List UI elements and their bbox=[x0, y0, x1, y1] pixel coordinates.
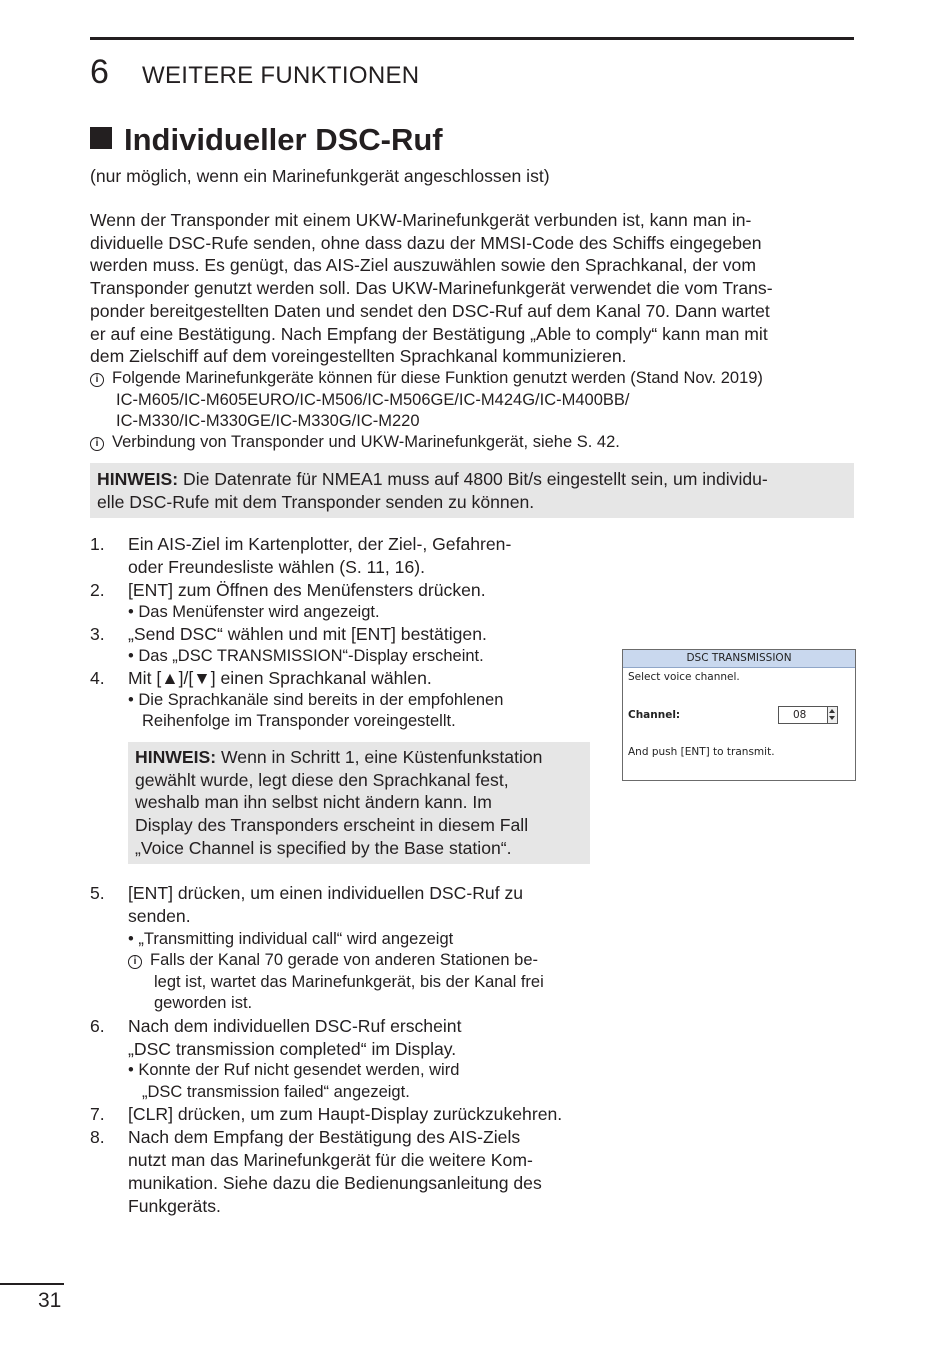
note-text: Display des Transponders erscheint in diesem Fall bbox=[135, 815, 529, 836]
info-line: IC-M330/IC-M330GE/IC-M330G/IC-M220 bbox=[116, 412, 420, 430]
intro-line: ponder bereitgestellten Daten und sendet den DSC-Ruf auf dem Kanal 70. Dann wartet bbox=[90, 300, 770, 321]
step-text: „DSC transmission completed“ im Display. bbox=[128, 1039, 457, 1059]
note-text: „Voice Channel is specified by the Base station“. bbox=[135, 837, 512, 858]
step-bullet: • Die Sprachkanäle sind bereits in der empfohlenen bbox=[128, 691, 504, 709]
intro-line: dem Zielschiff auf dem voreingestellten Sprachkanal kommunizieren. bbox=[90, 346, 627, 367]
square-bullet-icon bbox=[90, 127, 112, 149]
step-text: [CLR] drücken, um zum Haupt-Display zurückzukehren. bbox=[128, 1104, 563, 1124]
step-number: 8. bbox=[90, 1127, 105, 1147]
step-text: Nach dem Empfang der Bestätigung des AIS-Ziels bbox=[128, 1127, 521, 1147]
step-number: 3. bbox=[90, 624, 105, 644]
section-title-text: Individueller DSC-Ruf bbox=[124, 122, 443, 157]
step-text: [ENT] zum Öffnen des Menüfensters drücken. bbox=[128, 580, 486, 600]
step-text: Ein AIS-Ziel im Kartenplotter, der Ziel-, Gefahren- bbox=[128, 534, 512, 554]
intro-paragraph bbox=[90, 209, 860, 368]
info-line: IC-M605/IC-M605EURO/IC-M506/IC-M506GE/IC-M424G/IC-M400BB/ bbox=[116, 390, 630, 409]
spinner-arrows-icon[interactable] bbox=[827, 707, 837, 723]
step-text: senden. bbox=[128, 906, 191, 926]
step-text: nutzt man das Marinefunkgerät für die weitere Kom- bbox=[128, 1150, 533, 1170]
intro-line: dividuelle DSC-Rufe senden, ohne dass dazu der MMSI-Code des Schiffs eingegeben bbox=[90, 232, 762, 253]
step-number: 7. bbox=[90, 1104, 105, 1124]
dsc-transmission-screen bbox=[622, 649, 856, 781]
note-text: Wenn in Schritt 1, eine Küstenfunkstation bbox=[216, 747, 543, 767]
step-text: munikation. Siehe dazu die Bedienungsanleitung des bbox=[128, 1173, 542, 1193]
note-box-nmea bbox=[90, 463, 854, 518]
note-text: Die Datenrate für NMEA1 muss auf 4800 Bit/s eingestellt sein, um individu- bbox=[178, 469, 768, 489]
step-number: 6. bbox=[90, 1016, 105, 1036]
chapter-number: 6 bbox=[90, 53, 109, 91]
screen-prompt: Select voice channel. bbox=[628, 671, 740, 683]
step-info-text: legt ist, wartet das Marinefunkgerät, bis der Kanal frei bbox=[154, 973, 544, 991]
intro-line: er auf eine Bestätigung. Nach Empfang der Bestätigung „Able to comply“ kann man mit bbox=[90, 323, 768, 344]
step-text: Mit [▲]/[▼] einen Sprachkanal wählen. bbox=[128, 668, 432, 688]
step-bullet: • Das „DSC TRANSMISSION“-Display erscheint. bbox=[128, 647, 484, 665]
chapter-title: WEITERE FUNKTIONEN bbox=[142, 62, 420, 89]
info-line: Folgende Marinefunkgeräte können für diese Funktion genutzt werden (Stand Nov. 2019) bbox=[112, 369, 763, 387]
note-label: HINWEIS: bbox=[135, 747, 217, 767]
step-bullet: • Konnte der Ruf nicht gesendet werden, wird bbox=[128, 1061, 460, 1079]
step-text: oder Freundesliste wählen (S. 11, 16). bbox=[128, 557, 425, 577]
channel-label: Channel: bbox=[628, 709, 681, 721]
note-text: gewählt wurde, legt diese den Sprachkanal fest, bbox=[135, 769, 509, 790]
info-icon: i bbox=[90, 437, 104, 451]
intro-line: werden muss. Es genügt, das AIS-Ziel auszuwählen sowie den Sprachkanal, der vom bbox=[90, 255, 756, 276]
intro-line: Transponder genutzt werden soll. Das UKW-Marinefunkgerät verwendet die vom Trans- bbox=[90, 278, 773, 299]
footer-rule bbox=[0, 1283, 64, 1285]
note-label: HINWEIS: bbox=[97, 469, 179, 489]
step-text: [ENT] drücken, um einen individuellen DSC-Ruf zu bbox=[128, 883, 524, 903]
note-text: elle DSC-Rufe mit dem Transponder senden zu können. bbox=[97, 491, 535, 512]
screen-title: DSC TRANSMISSION bbox=[623, 650, 855, 668]
step-text: „Send DSC“ wählen und mit [ENT] bestätigen. bbox=[128, 624, 487, 644]
step-text: Funkgeräts. bbox=[128, 1196, 221, 1216]
step-bullet: Reihenfolge im Transponder voreingestellt. bbox=[142, 712, 456, 730]
section-title bbox=[90, 120, 443, 160]
header-rule bbox=[90, 37, 854, 40]
steps-list bbox=[90, 533, 610, 1233]
step-bullet: „DSC transmission failed“ angezeigt. bbox=[142, 1083, 410, 1101]
screen-footer: And push [ENT] to transmit. bbox=[628, 746, 775, 758]
step-bullet: • Das Menüfenster wird angezeigt. bbox=[128, 603, 380, 621]
step-info-text: Falls der Kanal 70 gerade von anderen Stationen be- bbox=[150, 951, 539, 969]
note-text: weshalb man ihn selbst nicht ändern kann. Im bbox=[135, 792, 492, 813]
channel-spinbox[interactable] bbox=[778, 706, 838, 724]
info-icon: i bbox=[90, 373, 104, 387]
note-box-base-station bbox=[128, 742, 590, 864]
info-connection bbox=[90, 432, 620, 454]
step-number: 4. bbox=[90, 668, 105, 688]
channel-value: 08 bbox=[793, 709, 807, 721]
step-text: Nach dem individuellen DSC-Ruf erscheint bbox=[128, 1016, 462, 1036]
step-info-text: geworden ist. bbox=[154, 994, 253, 1012]
page-number: 31 bbox=[38, 1289, 62, 1312]
intro-line: Wenn der Transponder mit einem UKW-Marinefunkgerät verbunden ist, kann man in- bbox=[90, 210, 752, 230]
section-subtitle: (nur möglich, wenn ein Marinefunkgerät angeschlossen ist) bbox=[90, 166, 550, 186]
step-number: 5. bbox=[90, 883, 105, 903]
info-text: Verbindung von Transponder und UKW-Marinefunkgerät, siehe S. 42. bbox=[112, 433, 620, 451]
step-number: 1. bbox=[90, 534, 105, 554]
step-info bbox=[128, 950, 538, 972]
step-bullet: • „Transmitting individual call“ wird angezeigt bbox=[128, 930, 454, 948]
info-supported-radios bbox=[90, 368, 763, 433]
step-number: 2. bbox=[90, 580, 105, 600]
info-icon: i bbox=[128, 955, 142, 969]
